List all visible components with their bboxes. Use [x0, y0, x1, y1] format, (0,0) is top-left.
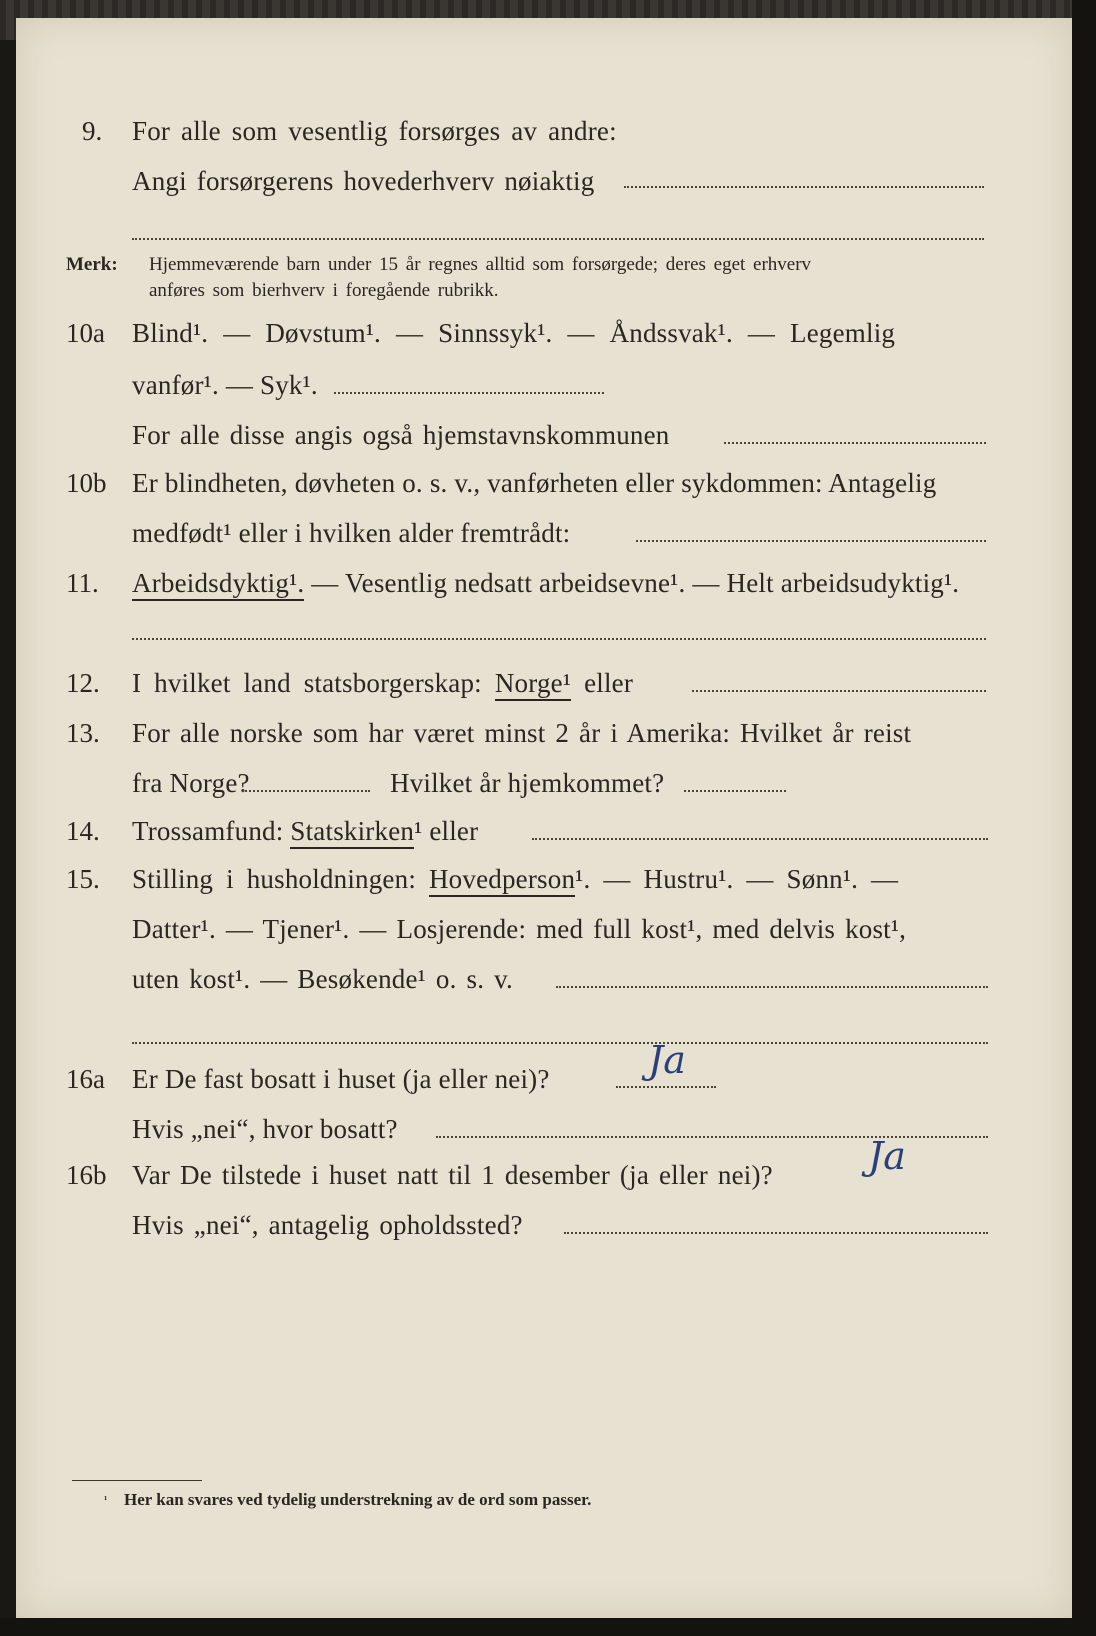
q15-answer-field-2[interactable] [132, 1042, 988, 1044]
q16b-line2: Hvis „nei“, antagelig opholdssted? [132, 1210, 523, 1240]
q10a-number: 10a [66, 318, 105, 348]
q12-number: 12. [66, 668, 100, 698]
q16a-number: 16a [66, 1064, 105, 1094]
q10a-answer-field[interactable] [334, 392, 604, 394]
q11-underlined-answer: Arbeidsdyktig¹. [132, 568, 304, 601]
q12-answer-field[interactable] [692, 690, 986, 692]
q16b-opholdssted-field[interactable] [564, 1232, 988, 1234]
q13-reist-field[interactable] [242, 790, 370, 792]
q10a-line2: vanfør¹. — Syk¹. [132, 370, 318, 400]
q14-underlined-answer: Statskirken [290, 816, 414, 849]
q14-number: 14. [66, 816, 100, 846]
q16a-handwritten-answer: Ja [648, 1038, 686, 1082]
q16b-number: 16b [66, 1160, 107, 1190]
q10a-kommune-field[interactable] [724, 442, 986, 444]
q11-answer-field[interactable] [132, 638, 986, 640]
q10b-line1: Er blindheten, døvheten o. s. v., vanførheten eller sykdommen: Antagelig [132, 468, 937, 498]
q15-line3: uten kost¹. — Besøkende¹ o. s. v. [132, 964, 514, 994]
q15-line2: Datter¹. — Tjener¹. — Losjerende: med full kost¹, med delvis kost¹, [132, 914, 907, 944]
q16a-answer-field[interactable] [616, 1086, 716, 1088]
q13-hjemkommet-field[interactable] [684, 790, 786, 792]
q10a-line1: Blind¹. — Døvstum¹. — Sinnssyk¹. — Åndssvak¹. — Legemlig [132, 318, 896, 348]
q11-number: 11. [66, 568, 99, 598]
q14-line: Trossamfund: Statskirken¹ eller [132, 816, 478, 847]
q12-line: I hvilket land statsborgerskap: Norge¹ eller [132, 668, 633, 699]
footnote-mark: ¹ [104, 1494, 108, 1506]
q16b-line1: Var De tilstede i huset natt til 1 desember (ja eller nei)? [132, 1160, 773, 1190]
q9-number: 9. [82, 116, 103, 146]
q13-number: 13. [66, 718, 100, 748]
q16a-line1: Er De fast bosatt i huset (ja eller nei)? [132, 1064, 550, 1094]
q15-line1: Stilling i husholdningen: Hovedperson¹. — Hustru¹. — Sønn¹. — [132, 864, 898, 895]
q11-line: Arbeidsdyktig¹. — Vesentlig nedsatt arbeidsevne¹. — Helt arbeidsudyktig¹. [132, 568, 959, 599]
q10b-number: 10b [66, 468, 107, 498]
form-page [16, 18, 1072, 1618]
q13-line2a: fra Norge? [132, 768, 250, 798]
q10a-line3: For alle disse angis også hjemstavnskommunen [132, 420, 670, 450]
footnote-rule [72, 1480, 202, 1481]
q9-line1: For alle som vesentlig forsørges av andre: [132, 116, 617, 146]
footnote-text: Her kan svares ved tydelig understrekning av de ord som passer. [124, 1490, 592, 1509]
q13-line2b: Hvilket år hjemkommet? [390, 768, 665, 798]
q9-line2: Angi forsørgerens hovederhverv nøiaktig [132, 166, 595, 196]
q13-line1: For alle norske som har været minst 2 år i Amerika: Hvilket år reist [132, 718, 912, 748]
q9-answer-field[interactable] [624, 186, 984, 188]
q16b-handwritten-answer: Ja [868, 1134, 906, 1178]
q14-answer-field[interactable] [532, 838, 988, 840]
merk-line1: Hjemmeværende barn under 15 år regnes alltid som forsørgede; deres eget erhverv [149, 254, 812, 275]
q15-answer-field[interactable] [556, 986, 988, 988]
q12-underlined-answer: Norge¹ [495, 668, 571, 701]
q9-answer-field-2[interactable] [132, 238, 984, 240]
q15-underlined-answer: Hovedperson [429, 864, 575, 897]
merk-line2: anføres som bierhverv i foregående rubrikk. [149, 280, 499, 301]
q16a-line2: Hvis „nei“, hvor bosatt? [132, 1114, 398, 1144]
scan-right-edge [1072, 0, 1096, 1636]
merk-label: Merk: [66, 254, 118, 275]
scan-bottom-edge [0, 1618, 1096, 1636]
q15-number: 15. [66, 864, 100, 894]
q10b-answer-field[interactable] [636, 540, 986, 542]
q10b-line2: medfødt¹ eller i hvilken alder fremtrådt: [132, 518, 571, 548]
